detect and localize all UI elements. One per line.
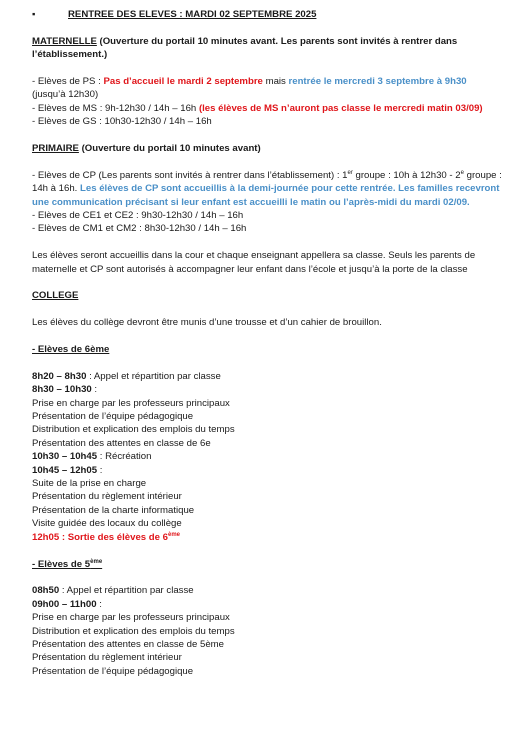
ms-red-notice: (les élèves de MS n’auront pas classe le mercredi matin 03/09)	[198, 102, 483, 114]
slot-time: 08h50	[32, 585, 60, 597]
maternelle-title: MATERNELLE	[32, 35, 97, 47]
bullet-icon: ▪	[32, 9, 36, 20]
slot-text: : Appel et répartition par classe	[86, 370, 221, 382]
ps-red-notice: Pas d’accueil le mardi 2 septembre	[103, 76, 263, 87]
slot-text: :	[91, 384, 98, 396]
cp-sup-2: e	[460, 169, 464, 176]
college-title: COLLEGE	[32, 290, 79, 302]
ps-mid: mais	[262, 76, 289, 87]
cinquieme-heading	[32, 558, 502, 571]
primaire-note: (Ouverture du portail 10 minutes avant)	[78, 143, 261, 155]
primaire-ce-line: - Elèves de CE1 et CE2 : 9h30-12h30 / 14h – 16h	[32, 210, 244, 222]
maternelle-heading	[32, 35, 502, 62]
sixieme-sortie	[32, 531, 502, 544]
cinquieme-title-text: - Elèves de 5	[32, 558, 91, 570]
cp-blue-notice: Les élèves de CP sont accueillis à la demi-journée pour cette rentrée. Les familles recevront une communication précisant si leur enfant est accueilli le matin ou l’après-midi du mardi 02/09.	[32, 183, 500, 208]
college-intro: Les élèves du collège devront être munis d’une trousse et d’un cahier de brouillon.	[32, 317, 382, 329]
sortie-text: 12h05 : Sortie des élèves de 6	[32, 531, 168, 543]
slot-text: :	[96, 598, 102, 610]
list-item: Présentation des attentes en classe de 6e	[32, 437, 211, 449]
cinquieme-slot-1	[32, 584, 502, 597]
list-item: Présentation du règlement intérieur	[32, 652, 182, 664]
slot-time: 10h30 – 10h45	[32, 451, 98, 463]
maternelle-gs-line: - Elèves de GS : 10h30-12h30 / 14h – 16h	[32, 116, 212, 128]
ps-blue-notice: rentrée le mercredi 3 septembre à 9h30	[288, 76, 467, 87]
ps-prefix: - Elèves de PS :	[32, 76, 104, 87]
slot-text: :	[97, 464, 103, 476]
primaire-title: PRIMAIRE	[32, 143, 79, 155]
sixieme-slot-3	[32, 450, 502, 463]
cinquieme-slot-2	[32, 598, 502, 611]
slot-time: 8h30 – 10h30	[32, 384, 92, 396]
ms-prefix: - Elèves de MS : 9h-12h30 / 14h – 16h	[32, 102, 199, 114]
cinquieme-title	[32, 559, 102, 570]
sixieme-title: - Elèves de 6ème	[32, 344, 110, 356]
list-item: Visite guidée des locaux du collège	[32, 518, 182, 530]
slot-time: 8h20 – 8h30	[32, 370, 87, 382]
list-item: Distribution et explication des emplois du temps	[32, 625, 235, 637]
document-heading	[32, 8, 502, 21]
list-item: Présentation de l’équipe pédagogique	[32, 411, 194, 423]
cour-note: Les élèves seront accueillis dans la cour et chaque enseignant appellera sa classe. Seuls les parents de maternelle et CP sont autorisés à accompagner leur enfant dans l’école et jusqu’à la porte de la classe	[32, 250, 476, 275]
primaire-heading	[32, 142, 502, 155]
sixieme-slot-4	[32, 464, 502, 477]
primaire-cp-line	[32, 169, 502, 209]
primaire-cm-line: - Elèves de CM1 et CM2 : 8h30-12h30 / 14h – 16h	[32, 223, 247, 235]
slot-time: 09h00 – 11h00	[32, 598, 97, 610]
maternelle-note: (Ouverture du portail 10 minutes avant. Les parents sont invités à rentrer dans l’établissement.)	[32, 35, 458, 61]
list-item: Présentation de l’équipe pédagogique	[32, 665, 194, 677]
slot-text: : Récréation	[97, 451, 152, 463]
list-item: Prise en charge par les professeurs principaux	[32, 397, 230, 409]
sortie-sup: ème	[168, 531, 181, 538]
list-item: Distribution et explication des emplois du temps	[32, 424, 235, 436]
list-item: Prise en charge par les professeurs principaux	[32, 612, 230, 624]
college-heading	[32, 289, 502, 302]
cp-text-c: groupe : 14h à 16h.	[32, 169, 502, 195]
maternelle-ps-line	[32, 75, 502, 102]
slot-time: 10h45 – 12h05	[32, 464, 98, 476]
cinquieme-title-sup: ème	[90, 558, 103, 565]
list-item: Présentation du règlement intérieur	[32, 491, 182, 503]
ps-end: (jusqu’à 12h30)	[32, 89, 99, 101]
sixieme-heading	[32, 343, 502, 356]
slot-text: : Appel et répartition par classe	[59, 585, 194, 597]
sixieme-slot-1	[32, 370, 502, 383]
document-page	[32, 8, 502, 678]
document-title: RENTREE DES ELEVES : MARDI 02 SEPTEMBRE 2025	[68, 9, 317, 20]
cp-text-a: - Elèves de CP (Les parents sont invités à rentrer dans l’établissement) : 1	[32, 169, 348, 181]
list-item: Présentation de la charte informatique	[32, 504, 195, 516]
sixieme-slot-2	[32, 383, 502, 396]
list-item: Suite de la prise en charge	[32, 478, 147, 490]
list-item: Présentation des attentes en classe de 5ème	[32, 638, 224, 650]
cp-text-b: groupe : 10h à 12h30 - 2	[352, 169, 461, 181]
cp-sup-1: er	[347, 169, 353, 176]
maternelle-ms-line	[32, 102, 502, 115]
